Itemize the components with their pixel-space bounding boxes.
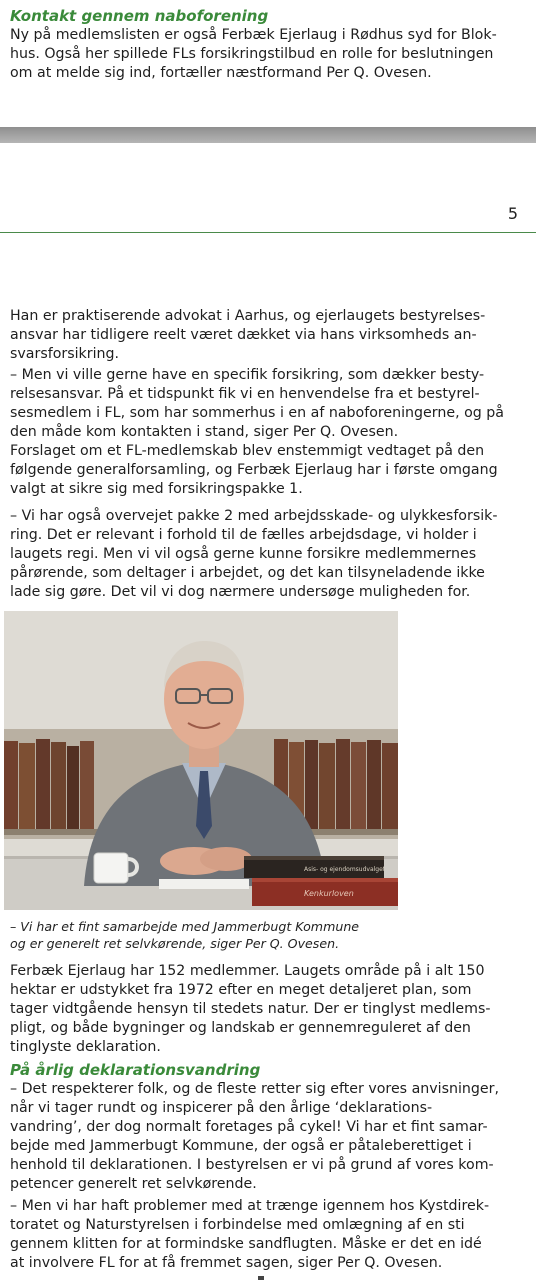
book-spine-label: Asis- og ejendomsudvalget xyxy=(304,866,386,873)
text-line: henhold til deklarationen. I bestyrelsen er vi på grund af vores kom- xyxy=(10,1157,494,1173)
page-number: 5 xyxy=(507,204,518,223)
text-line: følgende generalforsamling, og Ferbæk Ejerlaug har i første omgang xyxy=(10,462,498,478)
photo-caption xyxy=(10,918,530,952)
text-line: gennem klitten for at formindske sandflugten. Måske er det en idé xyxy=(10,1236,482,1252)
text-line: Forslaget om et FL-medlemskab blev enstemmigt vedtaget på den xyxy=(10,443,485,459)
text-line: petencer generelt ret selvkørende. xyxy=(10,1176,257,1192)
text-line: Ferbæk Ejerlaug har 152 medlemmer. Laugets område på i alt 150 xyxy=(10,963,485,979)
text-line: pårørende, som deltager i arbejdet, og det kan tilsyneladende ikke xyxy=(10,565,485,581)
caption-line: – Vi har et fint samarbejde med Jammerbugt Kommune xyxy=(10,919,360,934)
text-line: ansvar har tidligere reelt været dækket via hans virksomheds an- xyxy=(10,327,477,343)
text-line: relsesansvar. På et tidspunkt fik vi en henvendelse fra et bestyrel- xyxy=(10,386,480,402)
text-line: den måde kom kontakten i stand, siger Per Q. Ovesen. xyxy=(10,424,399,440)
text-line: når vi tager rundt og inspicerer på den årlige ‘deklarations- xyxy=(10,1100,433,1116)
book-spine-label: Kenkurloven xyxy=(304,889,354,898)
text-line: valgt at sikre sig med forsikringspakke 1. xyxy=(10,481,303,497)
text-line: – Vi har også overvejet pakke 2 med arbejdsskade- og ulykkesforsik- xyxy=(10,508,498,524)
portrait-photo xyxy=(4,611,398,910)
section-heading-kontakt: Kontakt gennem naboforening xyxy=(10,7,269,25)
text-line: vandring’, der dog normalt foretages på cykel! Vi har et fint samar- xyxy=(10,1119,488,1135)
intro-paragraph xyxy=(10,26,530,83)
text-line: tager vidtgående hensyn til stedets natur. Der er tinglyst medlems- xyxy=(10,1001,491,1017)
text-line: ring. Det er relevant i forhold til de fælles arbejdsdage, vi holder i xyxy=(10,527,477,543)
body-paragraph-2 xyxy=(10,366,530,442)
text-line: toratet og Naturstyrelsen i forbindelse med omlægning af en sti xyxy=(10,1217,465,1233)
text-line: sesmedlem i FL, som har sommerhus i en af naboforeningerne, og på xyxy=(10,405,504,421)
text-line: lade sig gøre. Det vil vi dog nærmere undersøge muligheden for. xyxy=(10,584,471,600)
body-paragraph-7 xyxy=(10,1197,530,1273)
page-separator-band xyxy=(0,127,536,143)
text-line: om at melde sig ind, fortæller næstformand Per Q. Ovesen. xyxy=(10,65,432,81)
body-paragraph-6 xyxy=(10,1080,530,1194)
text-line: svarsforsikring. xyxy=(10,346,120,362)
text-line: Han er praktiserende advokat i Aarhus, og ejerlaugets bestyrelses- xyxy=(10,308,486,324)
body-paragraph-5 xyxy=(10,962,530,1057)
text-line: bejde med Jammerbugt Kommune, der også er påtaleberettiget i xyxy=(10,1138,472,1154)
photo-illustration xyxy=(4,611,398,910)
text-line: tinglyste deklaration. xyxy=(10,1039,161,1055)
text-line: – Det respekterer folk, og de fleste retter sig efter vores anvisninger, xyxy=(10,1081,500,1097)
body-paragraph-1 xyxy=(10,307,530,364)
page-header-rule xyxy=(0,232,536,233)
body-paragraph-4 xyxy=(10,507,530,602)
text-line: – Men vi har haft problemer med at trænge igennem hos Kystdirek- xyxy=(10,1198,490,1214)
text-line: at involvere FL for at få fremmet sagen, siger Per Q. Ovesen. xyxy=(10,1255,443,1271)
text-line: laugets regi. Men vi vil også gerne kunne forsikre medlemmernes xyxy=(10,546,477,562)
section-heading-deklarationsvandring: På årlig deklarationsvandring xyxy=(10,1061,261,1079)
body-paragraph-3 xyxy=(10,442,530,499)
text-line: – Men vi ville gerne have en specifik forsikring, som dækker besty- xyxy=(10,367,485,383)
caption-line: og er generelt ret selvkørende, siger Per Q. Ovesen. xyxy=(10,936,340,951)
text-line: hus. Også her spillede FLs forsikringstilbud en rolle for beslutningen xyxy=(10,46,494,62)
text-line: Ny på medlemslisten er også Ferbæk Ejerlaug i Rødhus syd for Blok- xyxy=(10,27,497,43)
page-bottom-mark xyxy=(258,1276,264,1280)
text-line: pligt, og både bygninger og landskab er gennemreguleret af den xyxy=(10,1020,471,1036)
text-line: hektar er udstykket fra 1972 efter en meget detaljeret plan, som xyxy=(10,982,472,998)
